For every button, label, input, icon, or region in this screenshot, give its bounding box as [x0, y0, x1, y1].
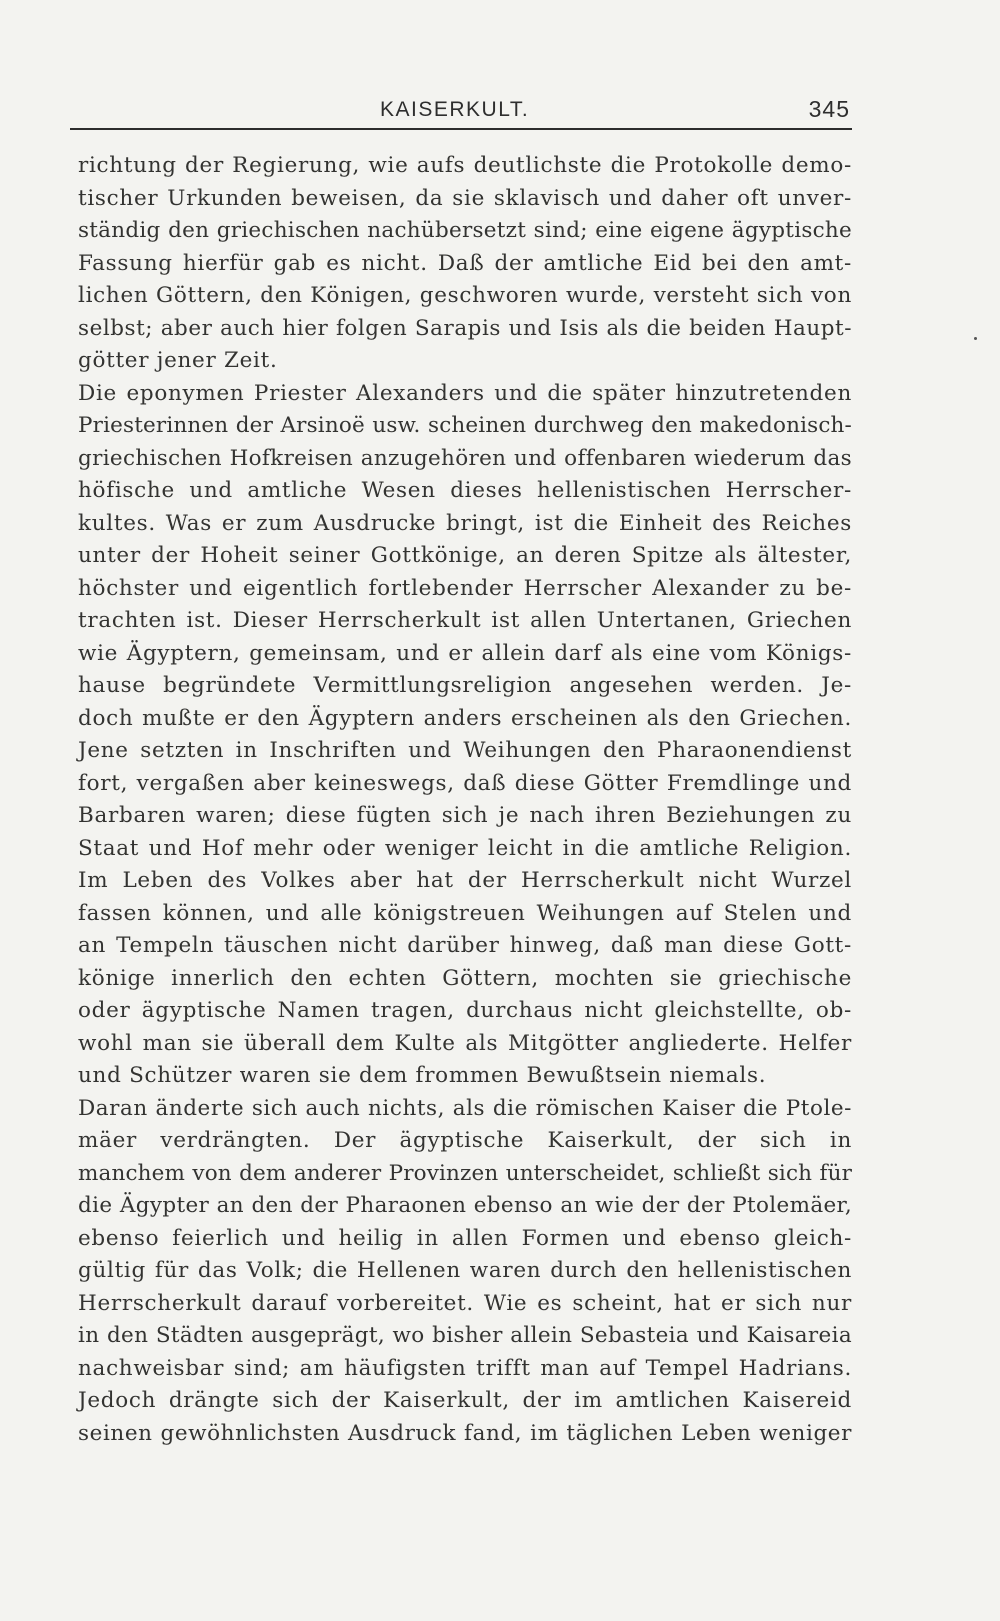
text-line: Jedoch drängte sich der Kaiserkult, der im amtlichen Kaisereid: [78, 1388, 852, 1413]
page-number: 345: [808, 96, 850, 122]
text-line: manchem von dem anderer Provinzen unterscheidet, schließt sich für: [78, 1160, 852, 1186]
text-line: selbst; aber auch hier folgen Sarapis und Isis als die beiden Haupt-: [78, 315, 852, 341]
text-line: Die eponymen Priester Alexanders und die später hinzutretenden: [78, 380, 852, 406]
text-line: doch mußte er den Ägyptern anders erscheinen als den Griechen.: [78, 705, 852, 731]
text-line: ständig den griechischen nachübersetzt sind; eine eigene ägyptische: [78, 218, 852, 243]
running-title: KAISERKULT.: [380, 98, 530, 121]
text-line: hause begründete Vermittlungsreligion angesehen werden. Je-: [78, 673, 852, 698]
body-text: [78, 150, 852, 1450]
text-line: gültig für das Volk; die Hellenen waren durch den hellenistischen: [78, 1258, 852, 1283]
text-line: Daran änderte sich auch nichts, als die römischen Kaiser die Ptole-: [78, 1095, 852, 1121]
text-line: oder ägyptische Namen tragen, durchaus nicht gleichstellte, ob-: [78, 998, 852, 1023]
text-line: lichen Göttern, den Königen, geschworen wurde, versteht sich von: [78, 283, 852, 308]
text-line: wohl man sie überall dem Kulte als Mitgötter angliederte. Helfer: [78, 1030, 852, 1056]
paragraph-end-line: und Schützer waren sie dem frommen Bewußtsein niemals.: [78, 1063, 767, 1088]
text-line: Jene setzten in Inschriften und Weihungen den Pharaonendienst: [78, 738, 852, 763]
paragraph-end-line: götter jener Zeit.: [78, 348, 278, 373]
text-line: wie Ägyptern, gemeinsam, und er allein darf als eine vom Königs-: [78, 640, 852, 666]
text-line: nachweisbar sind; am häufigsten trifft man auf Tempel Hadrians.: [78, 1355, 852, 1381]
text-line: Im Leben des Volkes aber hat der Herrscherkult nicht Wurzel: [78, 868, 852, 893]
text-line: trachten ist. Dieser Herrscherkult ist allen Untertanen, Griechen: [78, 608, 852, 633]
text-line: Herrscherkult darauf vorbereitet. Wie es scheint, hat er sich nur: [78, 1290, 852, 1316]
text-line: mäer verdrängten. Der ägyptische Kaiserkult, der sich in: [78, 1128, 852, 1153]
margin-speck: [974, 337, 977, 340]
text-line: Staat und Hof mehr oder weniger leicht in die amtliche Religion.: [78, 835, 852, 861]
text-line: höfische und amtliche Wesen dieses hellenistischen Herrscher-: [78, 478, 852, 503]
text-line: ebenso feierlich und heilig in allen Formen und ebenso gleich-: [78, 1225, 852, 1251]
text-line: unter der Hoheit seiner Gottkönige, an deren Spitze als ältester,: [78, 543, 852, 568]
header-rule: [70, 128, 852, 130]
text-line: höchster und eigentlich fortlebender Herrscher Alexander zu be-: [78, 575, 852, 601]
text-line: fort, vergaßen aber keineswegs, daß diese Götter Fremdlinge und: [78, 770, 852, 796]
running-head: [70, 94, 850, 126]
text-line: Fassung hierfür gab es nicht. Daß der amtliche Eid bei den amt-: [78, 250, 852, 276]
text-line: richtung der Regierung, wie aufs deutlichste die Protokolle demo-: [78, 153, 852, 178]
text-line: seinen gewöhnlichsten Ausdruck fand, im täglichen Leben weniger: [78, 1420, 852, 1446]
text-line: kultes. Was er zum Ausdrucke bringt, ist die Einheit des Reiches: [78, 510, 852, 536]
text-line: an Tempeln täuschen nicht darüber hinweg, daß man diese Gott-: [78, 933, 852, 958]
text-line: in den Städten ausgeprägt, wo bisher allein Sebasteia und Kaisareia: [78, 1323, 852, 1348]
text-line: Barbaren waren; diese fügten sich je nach ihren Beziehungen zu: [78, 803, 852, 828]
text-line: könige innerlich den echten Göttern, mochten sie griechische: [78, 965, 852, 991]
text-line: die Ägypter an den der Pharaonen ebenso an wie der der Ptolemäer,: [78, 1193, 852, 1218]
text-line: fassen können, und alle königstreuen Weihungen auf Stelen und: [78, 900, 852, 926]
text-line: tischer Urkunden beweisen, da sie sklavisch und daher oft unver-: [78, 185, 852, 211]
text-line: griechischen Hofkreisen anzugehören und offenbaren wiederum das: [78, 445, 852, 471]
text-line: Priesterinnen der Arsinoë usw. scheinen durchweg den makedonisch-: [78, 413, 852, 438]
